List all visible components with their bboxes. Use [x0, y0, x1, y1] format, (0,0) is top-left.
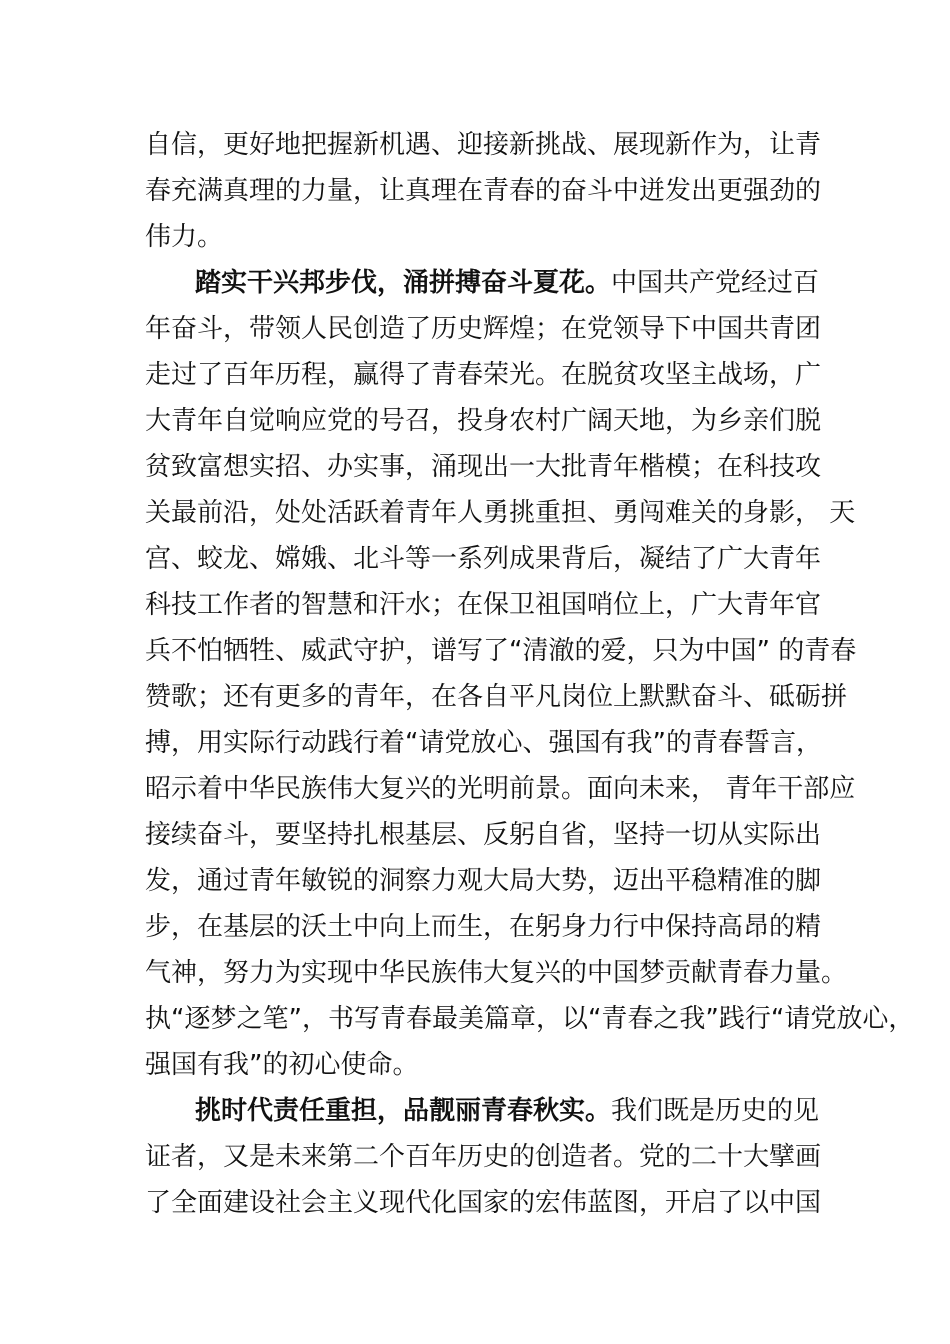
text-line: [145, 214, 845, 260]
text-line: [145, 352, 845, 398]
line-text: 宫、蛟龙、嫦娥、北斗等一系列成果背后，凝结了广大青年: [145, 544, 822, 574]
text-line: [145, 398, 845, 444]
line-text: 步，在基层的沃土中向上而生，在躬身力行中保持高昂的精: [145, 912, 822, 942]
text-line: [145, 1134, 845, 1180]
line-text: 搏，用实际行动践行着“请党放心、强国有我”的青春誓言，: [145, 728, 822, 758]
line-text: 关最前沿，处处活跃着青年人勇挑重担、勇闯难关的身影， 天: [145, 498, 856, 528]
text-line: [145, 766, 856, 812]
line-text: 气神，努力为实现中华民族伟大复兴的中国梦贡献青春力量。: [145, 958, 848, 988]
paragraph-heading: 挑时代责任重担，品靓丽青春秋实。: [195, 1096, 612, 1126]
line-text: 我们既是历史的见: [611, 1096, 820, 1126]
line-text: 昭示着中华民族伟大复兴的光明前景。面向未来， 青年干部应: [145, 774, 856, 804]
line-text: 年奋斗，带领人民创造了历史辉煌；在党领导下中国共青团: [145, 314, 822, 344]
line-text: 贫致富想实招、办实事，涌现出一大批青年楷模；在科技攻: [145, 452, 822, 482]
text-line: [145, 950, 848, 996]
text-line: [145, 858, 845, 904]
paragraph-heading: 踏实干兴邦步伐，涌拼搏奋斗夏花。: [195, 268, 612, 298]
text-line: [145, 168, 845, 214]
line-text: 证者，又是未来第二个百年历史的创造者。党的二十大擘画: [145, 1142, 822, 1172]
text-line: [145, 1180, 845, 1226]
text-line: [145, 444, 845, 490]
text-line: [145, 674, 848, 720]
text-line: [145, 260, 845, 306]
line-text: 自信，更好地把握新机遇、迎接新挑战、展现新作为，让青: [145, 130, 822, 160]
document-body: [145, 122, 915, 1226]
text-line: [145, 996, 915, 1042]
text-line: [145, 306, 845, 352]
text-line: [145, 720, 845, 766]
text-line: [145, 582, 845, 628]
text-line: [145, 628, 857, 674]
line-text: 兵不怕牺牲、威武守护，谱写了“清澈的爱，只为中国” 的青春: [145, 636, 857, 666]
line-text: 执“逐梦之笔”，书写青春最美篇章，以“青春之我”践行“请党放心，: [145, 1004, 915, 1034]
line-text: 接续奋斗，要坚持扎根基层、反躬自省，坚持一切从实际出: [145, 820, 822, 850]
line-text: 大青年自觉响应党的号召，投身农村广阔天地，为乡亲们脱: [145, 406, 822, 436]
text-line: [145, 1042, 845, 1088]
line-text: 走过了百年历程，赢得了青春荣光。在脱贫攻坚主战场，广: [145, 360, 822, 390]
line-text: 了全面建设社会主义现代化国家的宏伟蓝图，开启了以中国: [145, 1188, 822, 1218]
line-text: 赞歌；还有更多的青年，在各自平凡岗位上默默奋斗、砥砺拼: [145, 682, 848, 712]
text-line: [145, 812, 845, 858]
text-line: [145, 1088, 845, 1134]
line-text: 发，通过青年敏锐的洞察力观大局大势，迈出平稳精准的脚: [145, 866, 822, 896]
text-line: [145, 904, 845, 950]
line-text: 春充满真理的力量，让真理在青春的奋斗中迸发出更强劲的: [145, 176, 822, 206]
line-text: 科技工作者的智慧和汗水；在保卫祖国哨位上，广大青年官: [145, 590, 822, 620]
text-line: [145, 122, 845, 168]
line-text: 中国共产党经过百: [611, 268, 820, 298]
text-line: [145, 490, 856, 536]
text-line: [145, 536, 845, 582]
line-text: 强国有我”的初心使命。: [145, 1050, 419, 1080]
line-text: 伟力。: [145, 222, 224, 252]
